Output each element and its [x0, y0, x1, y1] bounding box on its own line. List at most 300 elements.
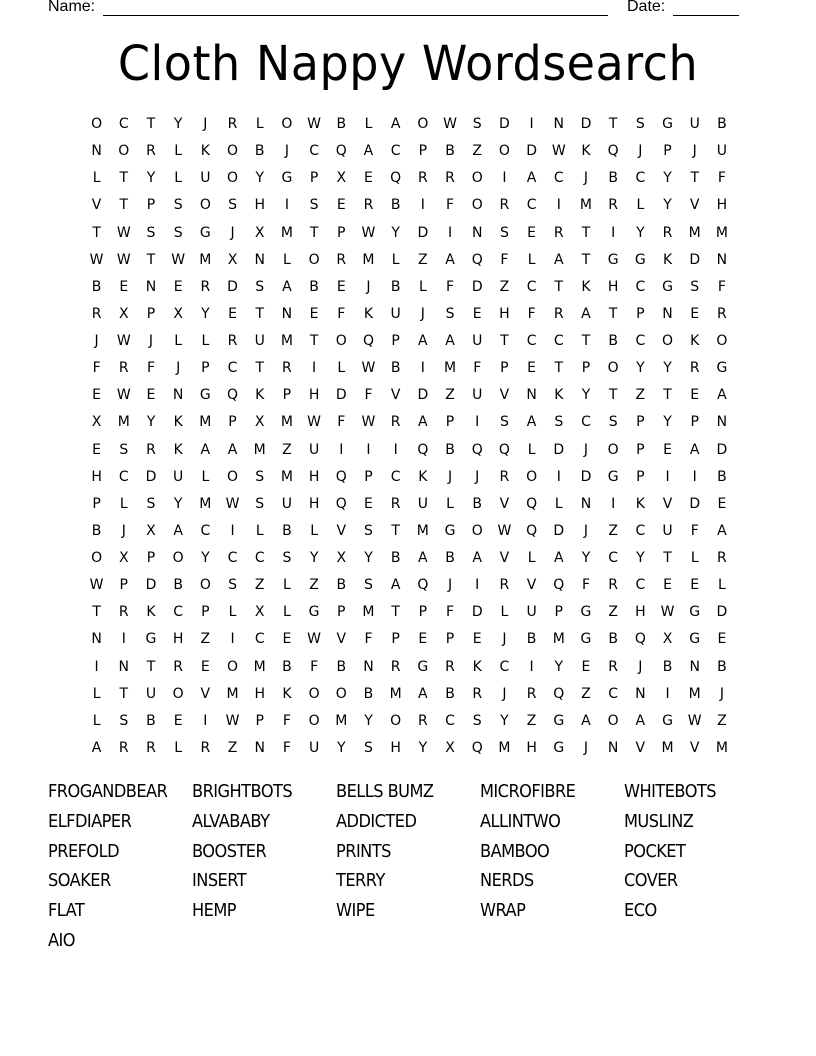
grid-cell[interactable]: E [690, 577, 700, 594]
grid-cell[interactable]: M [362, 251, 375, 268]
grid-cell[interactable]: I [529, 658, 534, 675]
grid-cell[interactable]: Z [472, 143, 483, 160]
grid-cell[interactable]: T [391, 522, 400, 539]
grid-cell[interactable]: S [364, 577, 373, 594]
grid-cell[interactable]: Z [526, 712, 537, 729]
grid-cell[interactable]: E [527, 360, 537, 377]
grid-cell[interactable]: F [690, 522, 699, 539]
grid-cell[interactable]: S [146, 495, 156, 512]
grid-cell[interactable]: D [716, 604, 728, 621]
grid-cell[interactable]: M [443, 360, 457, 377]
grid-cell[interactable]: A [390, 116, 401, 132]
grid-cell[interactable]: R [363, 197, 374, 214]
grid-cell[interactable]: U [254, 333, 265, 349]
grid-cell[interactable]: O [308, 251, 320, 268]
grid-cell[interactable]: R [200, 278, 211, 295]
grid-cell[interactable]: R [227, 116, 238, 132]
grid-cell[interactable]: F [717, 278, 726, 295]
grid-cell[interactable]: I [665, 468, 670, 485]
grid-cell[interactable]: J [203, 116, 208, 132]
grid-cell[interactable]: H [635, 604, 646, 621]
grid-cell[interactable]: S [146, 224, 156, 241]
grid-cell[interactable]: H [254, 197, 265, 214]
grid-cell[interactable]: X [118, 550, 129, 566]
grid-cell[interactable]: Q [362, 333, 374, 349]
grid-cell[interactable]: W [116, 251, 131, 268]
grid-cell[interactable]: P [554, 604, 563, 621]
grid-cell[interactable]: N [363, 658, 374, 675]
grid-cell[interactable]: Y [663, 414, 672, 431]
grid-cell[interactable]: K [635, 495, 645, 512]
grid-cell[interactable]: A [418, 414, 428, 431]
grid-cell[interactable]: B [445, 143, 455, 160]
grid-cell[interactable]: K [200, 143, 210, 160]
grid-cell[interactable]: C [118, 116, 129, 132]
grid-cell[interactable]: E [92, 387, 102, 404]
grid-cell[interactable]: C [227, 360, 238, 377]
grid-cell[interactable]: R [608, 197, 619, 214]
grid-cell[interactable]: I [502, 170, 507, 187]
grid-cell[interactable]: C [635, 333, 646, 349]
grid-cell[interactable]: B [608, 631, 618, 648]
grid-cell[interactable]: N [118, 658, 130, 675]
grid-cell[interactable]: Q [553, 577, 565, 594]
grid-cell[interactable]: D [471, 278, 483, 295]
grid-cell[interactable]: Y [337, 739, 346, 756]
grid-cell[interactable]: T [391, 604, 400, 621]
grid-cell[interactable]: M [389, 685, 402, 702]
grid-cell[interactable]: F [500, 251, 509, 268]
grid-cell[interactable]: Q [335, 468, 347, 485]
grid-cell[interactable]: T [309, 224, 319, 241]
grid-cell[interactable]: Q [335, 495, 347, 512]
grid-cell[interactable]: A [390, 577, 401, 594]
grid-cell[interactable]: T [554, 278, 564, 295]
grid-cell[interactable]: L [527, 251, 536, 268]
grid-cell[interactable]: K [255, 387, 265, 404]
grid-cell[interactable]: A [445, 333, 455, 349]
grid-cell[interactable]: R [526, 685, 537, 702]
grid-cell[interactable]: J [230, 224, 235, 241]
grid-cell[interactable]: G [444, 522, 456, 539]
grid-cell[interactable]: R [200, 739, 211, 756]
grid-cell[interactable]: C [390, 468, 401, 485]
grid-cell[interactable]: R [118, 360, 129, 377]
grid-cell[interactable]: K [581, 143, 591, 160]
grid-cell[interactable]: T [146, 251, 156, 268]
grid-cell[interactable]: P [119, 577, 128, 594]
grid-cell[interactable]: P [418, 604, 428, 621]
grid-cell[interactable]: Q [417, 441, 429, 458]
grid-cell[interactable]: Y [146, 170, 156, 187]
grid-cell[interactable]: T [119, 170, 129, 187]
grid-cell[interactable]: S [228, 197, 237, 214]
grid-cell[interactable]: M [715, 739, 728, 756]
grid-cell[interactable]: U [390, 305, 401, 322]
grid-cell[interactable]: N [635, 685, 646, 702]
grid-cell[interactable]: Q [471, 251, 483, 268]
grid-cell[interactable]: H [308, 495, 320, 512]
grid-cell[interactable]: B [91, 522, 102, 539]
grid-cell[interactable]: V [336, 631, 347, 648]
grid-cell[interactable]: D [580, 468, 592, 485]
grid-cell[interactable]: S [173, 197, 183, 214]
grid-cell[interactable]: T [663, 550, 672, 566]
grid-cell[interactable]: J [502, 685, 507, 702]
grid-cell[interactable]: T [663, 387, 672, 404]
grid-cell[interactable]: L [255, 116, 264, 132]
grid-cell[interactable]: H [607, 278, 619, 295]
grid-cell[interactable]: F [337, 305, 346, 322]
grid-cell[interactable]: J [148, 333, 154, 349]
grid-cell[interactable]: O [199, 577, 211, 594]
grid-cell[interactable]: F [446, 604, 455, 621]
grid-cell[interactable]: C [553, 333, 564, 349]
grid-cell[interactable]: L [391, 251, 400, 268]
grid-cell[interactable]: W [116, 387, 131, 404]
grid-cell[interactable]: G [689, 604, 701, 621]
grid-cell[interactable]: F [337, 414, 346, 431]
grid-cell[interactable]: O [335, 333, 347, 349]
grid-cell[interactable]: T [119, 197, 129, 214]
grid-cell[interactable]: J [420, 305, 425, 322]
grid-cell[interactable]: Q [553, 685, 565, 702]
grid-cell[interactable]: L [283, 577, 291, 594]
grid-cell[interactable]: H [172, 631, 184, 648]
grid-cell[interactable]: X [662, 631, 673, 648]
grid-cell[interactable]: E [228, 305, 237, 322]
grid-cell[interactable]: E [92, 441, 102, 458]
grid-cell[interactable]: B [390, 550, 401, 566]
grid-cell[interactable]: U [417, 495, 428, 512]
grid-cell[interactable]: M [253, 658, 266, 675]
grid-cell[interactable]: Z [309, 577, 319, 594]
grid-cell[interactable]: I [447, 224, 453, 241]
grid-cell[interactable]: P [364, 468, 373, 485]
grid-cell[interactable]: C [118, 468, 129, 485]
grid-cell[interactable]: U [308, 441, 320, 458]
grid-cell[interactable]: S [309, 197, 319, 214]
grid-cell[interactable]: A [526, 170, 537, 187]
grid-cell[interactable]: T [255, 305, 264, 322]
grid-cell[interactable]: P [337, 224, 346, 241]
grid-cell[interactable]: L [92, 712, 101, 729]
grid-cell[interactable]: E [527, 224, 537, 241]
grid-cell[interactable]: G [145, 631, 157, 648]
grid-cell[interactable]: I [611, 495, 616, 512]
grid-cell[interactable]: N [91, 631, 102, 648]
grid-cell[interactable]: S [364, 522, 373, 539]
grid-cell[interactable]: D [417, 387, 429, 404]
grid-cell[interactable]: M [280, 468, 293, 485]
grid-cell[interactable]: O [281, 116, 293, 132]
grid-cell[interactable]: R [118, 739, 129, 756]
grid-cell[interactable]: G [716, 360, 728, 377]
grid-cell[interactable]: Z [581, 685, 591, 702]
grid-cell[interactable]: X [336, 550, 347, 566]
grid-cell[interactable]: C [200, 522, 211, 539]
grid-cell[interactable]: H [254, 685, 265, 702]
grid-cell[interactable]: N [607, 739, 619, 756]
grid-cell[interactable]: F [364, 631, 373, 648]
grid-cell[interactable]: D [716, 441, 728, 458]
grid-cell[interactable]: A [363, 143, 374, 160]
grid-cell[interactable]: R [499, 577, 510, 594]
grid-cell[interactable]: I [692, 468, 697, 485]
grid-cell[interactable]: W [171, 251, 186, 268]
grid-cell[interactable]: Q [417, 577, 429, 594]
grid-cell[interactable]: P [228, 414, 237, 431]
grid-cell[interactable]: Q [390, 170, 402, 187]
grid-cell[interactable]: O [471, 522, 483, 539]
grid-cell[interactable]: O [118, 143, 130, 160]
grid-cell[interactable]: M [579, 197, 593, 214]
grid-cell[interactable]: V [91, 197, 102, 214]
grid-cell[interactable]: B [445, 685, 455, 702]
grid-cell[interactable]: B [608, 170, 618, 187]
grid-cell[interactable]: Y [255, 170, 264, 187]
grid-cell[interactable]: M [199, 495, 212, 512]
grid-cell[interactable]: R [445, 658, 455, 675]
grid-cell[interactable]: R [499, 468, 510, 485]
grid-cell[interactable]: C [635, 522, 646, 539]
grid-cell[interactable]: N [716, 251, 728, 268]
grid-cell[interactable]: Y [663, 360, 672, 377]
grid-cell[interactable]: E [119, 278, 129, 295]
grid-cell[interactable]: L [364, 116, 373, 132]
grid-cell[interactable]: W [89, 577, 104, 594]
grid-cell[interactable]: P [391, 333, 400, 349]
grid-cell[interactable]: G [689, 631, 701, 648]
grid-cell[interactable]: I [556, 468, 561, 485]
grid-cell[interactable]: Y [364, 712, 373, 729]
grid-cell[interactable]: U [472, 333, 483, 349]
grid-cell[interactable]: L [310, 522, 318, 539]
grid-cell[interactable]: P [636, 468, 645, 485]
grid-cell[interactable]: V [390, 387, 401, 404]
grid-cell[interactable]: C [526, 333, 537, 349]
grid-cell[interactable]: S [472, 116, 482, 132]
grid-cell[interactable]: Q [471, 441, 483, 458]
grid-cell[interactable]: B [526, 631, 537, 648]
grid-cell[interactable]: E [364, 170, 373, 187]
grid-cell[interactable]: E [581, 658, 591, 675]
grid-cell[interactable]: C [173, 604, 184, 621]
grid-cell[interactable]: P [636, 441, 645, 458]
grid-cell[interactable]: G [553, 712, 565, 729]
grid-cell[interactable]: C [553, 170, 564, 187]
grid-cell[interactable]: X [146, 522, 156, 539]
grid-cell[interactable]: P [500, 360, 509, 377]
grid-cell[interactable]: M [498, 739, 511, 756]
grid-cell[interactable]: W [497, 522, 512, 539]
grid-cell[interactable]: I [312, 360, 317, 377]
grid-cell[interactable]: Z [717, 712, 727, 729]
grid-cell[interactable]: D [145, 577, 157, 594]
grid-cell[interactable]: I [475, 577, 480, 594]
grid-cell[interactable]: S [499, 224, 509, 241]
grid-cell[interactable]: L [174, 333, 183, 349]
grid-cell[interactable]: V [499, 550, 510, 566]
grid-cell[interactable]: O [390, 712, 402, 729]
grid-cell[interactable]: S [255, 468, 265, 485]
grid-cell[interactable]: I [203, 712, 208, 729]
grid-cell[interactable]: P [201, 604, 210, 621]
grid-cell[interactable]: T [690, 170, 699, 187]
grid-cell[interactable]: B [173, 577, 183, 594]
grid-cell[interactable]: Y [364, 550, 373, 566]
grid-cell[interactable]: L [92, 685, 101, 702]
grid-cell[interactable]: Y [201, 550, 210, 566]
grid-cell[interactable]: F [146, 360, 155, 377]
grid-cell[interactable]: I [230, 631, 235, 648]
grid-cell[interactable]: E [364, 495, 373, 512]
grid-cell[interactable]: J [94, 333, 99, 349]
grid-cell[interactable]: B [282, 658, 292, 675]
grid-cell[interactable]: L [92, 170, 101, 187]
grid-cell[interactable]: N [526, 387, 537, 404]
grid-cell[interactable]: Q [526, 522, 538, 539]
grid-cell[interactable]: V [200, 685, 211, 702]
grid-cell[interactable]: O [526, 468, 538, 485]
grid-cell[interactable]: E [663, 577, 672, 594]
grid-cell[interactable]: W [361, 224, 376, 241]
grid-cell[interactable]: S [255, 495, 265, 512]
grid-cell[interactable]: I [665, 685, 670, 702]
grid-cell[interactable]: M [552, 631, 565, 648]
grid-cell[interactable]: Y [173, 495, 183, 512]
grid-cell[interactable]: L [201, 468, 210, 485]
grid-cell[interactable]: R [417, 170, 428, 187]
grid-cell[interactable]: Q [471, 739, 483, 756]
grid-cell[interactable]: K [418, 468, 428, 485]
grid-cell[interactable]: B [146, 712, 156, 729]
grid-cell[interactable]: E [173, 712, 183, 729]
grid-cell[interactable]: S [690, 278, 700, 295]
grid-cell[interactable]: X [227, 251, 238, 268]
grid-cell[interactable]: W [307, 631, 322, 648]
grid-cell[interactable]: Z [200, 631, 211, 648]
grid-cell[interactable]: X [254, 224, 265, 241]
grid-cell[interactable]: N [254, 251, 265, 268]
grid-cell[interactable]: R [472, 685, 483, 702]
grid-cell[interactable]: Y [663, 170, 672, 187]
grid-cell[interactable]: E [690, 387, 700, 404]
grid-cell[interactable]: J [583, 739, 589, 756]
grid-cell[interactable]: S [499, 414, 509, 431]
grid-cell[interactable]: X [445, 739, 455, 756]
grid-cell[interactable]: P [337, 604, 346, 621]
grid-cell[interactable]: B [336, 577, 347, 594]
grid-cell[interactable]: R [390, 414, 401, 431]
grid-cell[interactable]: D [145, 468, 157, 485]
grid-cell[interactable]: P [92, 495, 101, 512]
grid-cell[interactable]: F [92, 360, 101, 377]
grid-cell[interactable]: C [608, 550, 619, 566]
grid-cell[interactable]: N [716, 414, 728, 431]
grid-cell[interactable]: E [717, 631, 727, 648]
grid-cell[interactable]: C [635, 170, 646, 187]
grid-cell[interactable]: O [227, 468, 239, 485]
grid-cell[interactable]: A [581, 305, 591, 322]
grid-cell[interactable]: W [361, 360, 376, 377]
grid-cell[interactable]: S [472, 712, 482, 729]
grid-cell[interactable]: Y [500, 712, 509, 729]
grid-cell[interactable]: V [689, 197, 700, 214]
grid-cell[interactable]: E [282, 631, 292, 648]
grid-cell[interactable]: R [118, 604, 129, 621]
grid-cell[interactable]: C [254, 631, 265, 648]
grid-cell[interactable]: R [608, 577, 619, 594]
grid-cell[interactable]: Y [554, 658, 564, 675]
grid-cell[interactable]: A [553, 251, 564, 268]
grid-cell[interactable]: P [391, 631, 400, 648]
grid-cell[interactable]: M [280, 414, 293, 431]
grid-cell[interactable]: X [336, 170, 347, 187]
grid-cell[interactable]: O [308, 712, 320, 729]
grid-cell[interactable]: D [580, 116, 592, 132]
grid-cell[interactable]: M [199, 414, 212, 431]
grid-cell[interactable]: H [716, 197, 728, 214]
grid-cell[interactable]: E [418, 631, 428, 648]
grid-cell[interactable]: R [173, 658, 184, 675]
grid-cell[interactable]: J [284, 143, 289, 160]
grid-cell[interactable]: W [225, 712, 240, 729]
grid-cell[interactable]: J [638, 143, 643, 160]
grid-cell[interactable]: M [688, 685, 701, 702]
grid-cell[interactable]: G [607, 251, 619, 268]
grid-cell[interactable]: E [173, 278, 183, 295]
grid-cell[interactable]: A [91, 739, 102, 756]
grid-cell[interactable]: M [416, 522, 429, 539]
grid-cell[interactable]: K [581, 278, 591, 295]
grid-cell[interactable]: B [91, 278, 102, 295]
grid-cell[interactable]: A [581, 712, 591, 729]
grid-cell[interactable]: L [527, 550, 536, 566]
grid-cell[interactable]: O [716, 333, 728, 349]
grid-cell[interactable]: C [608, 685, 619, 702]
grid-cell[interactable]: E [336, 278, 346, 295]
grid-cell[interactable]: G [553, 739, 565, 756]
grid-cell[interactable]: B [336, 116, 347, 132]
grid-cell[interactable]: A [553, 550, 564, 566]
grid-cell[interactable]: B [254, 143, 265, 160]
grid-cell[interactable]: T [119, 685, 129, 702]
grid-cell[interactable]: P [663, 143, 672, 160]
grid-cell[interactable]: B [608, 333, 618, 349]
grid-cell[interactable]: L [174, 143, 183, 160]
grid-cell[interactable]: B [717, 658, 727, 675]
grid-cell[interactable]: P [418, 143, 428, 160]
name-field[interactable] [103, 0, 608, 16]
grid-cell[interactable]: W [89, 251, 104, 268]
grid-cell[interactable]: Z [635, 387, 646, 404]
grid-cell[interactable]: Q [607, 143, 619, 160]
grid-cell[interactable]: D [335, 387, 347, 404]
grid-cell[interactable]: D [417, 224, 429, 241]
grid-cell[interactable]: C [581, 414, 591, 431]
grid-cell[interactable]: Z [282, 441, 292, 458]
grid-cell[interactable]: G [580, 604, 592, 621]
grid-cell[interactable]: M [661, 739, 674, 756]
grid-cell[interactable]: B [662, 658, 673, 675]
grid-cell[interactable]: F [717, 170, 726, 187]
grid-cell[interactable]: A [689, 441, 700, 458]
grid-cell[interactable]: A [635, 712, 646, 729]
grid-cell[interactable]: U [526, 604, 537, 621]
grid-cell[interactable]: Z [445, 387, 455, 404]
grid-cell[interactable]: O [199, 197, 211, 214]
